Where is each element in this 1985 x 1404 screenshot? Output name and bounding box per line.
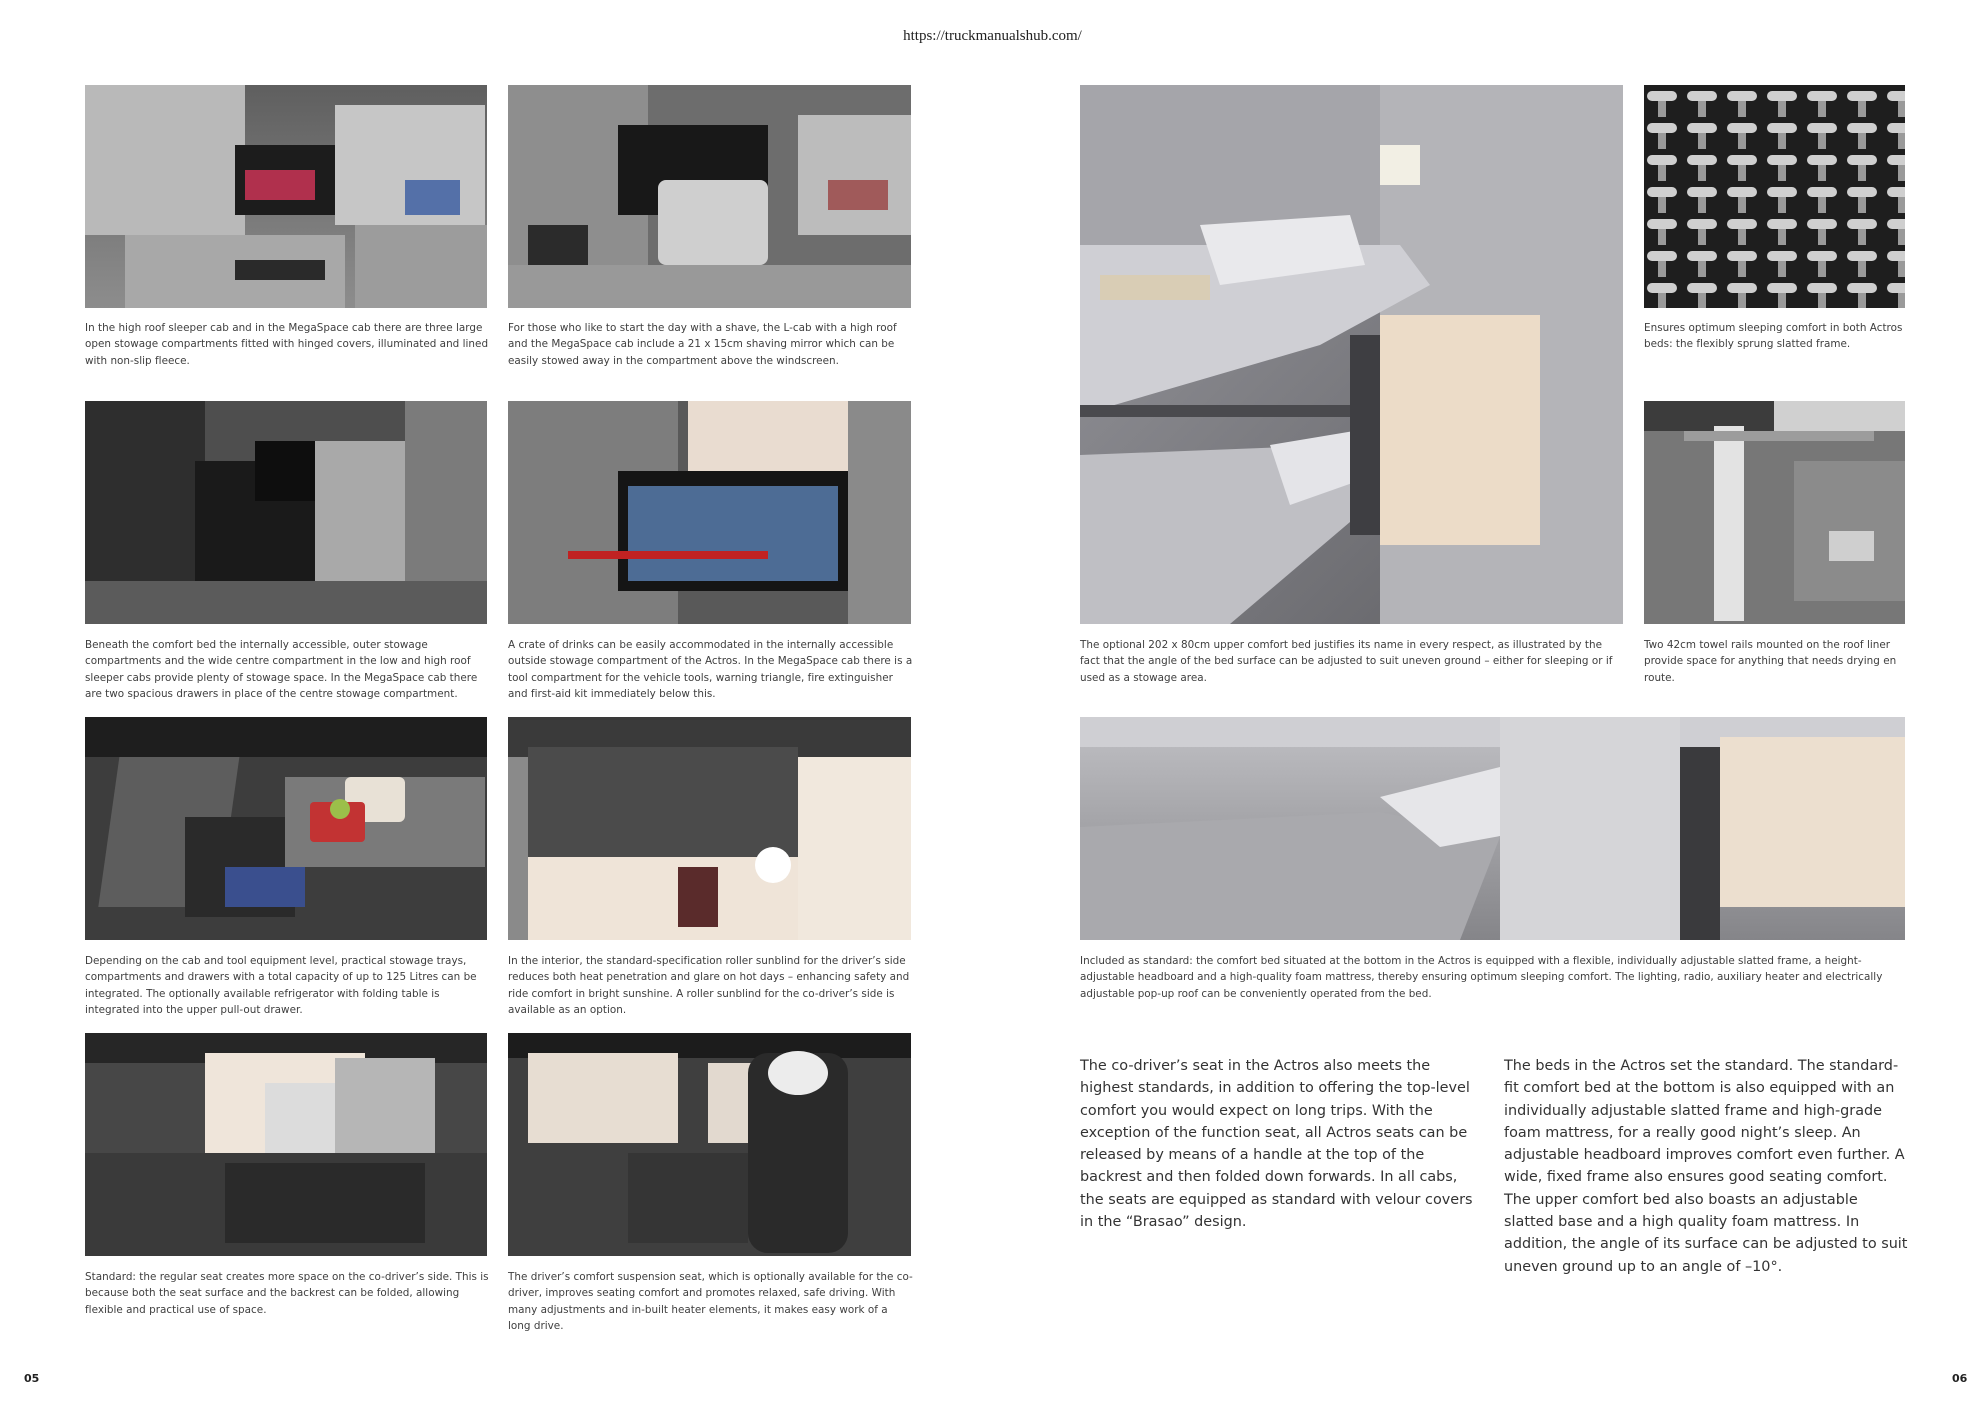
shaving-mirror-photo	[508, 85, 911, 308]
refrigerator-table-photo	[85, 717, 487, 940]
page-number-left: 05	[24, 1372, 40, 1385]
folding-seat-photo	[85, 1033, 487, 1256]
caption-drinks-crate: A crate of drinks can be easily accommodated in the internally accessible outside stowage compartment of the Actros. In the MegaSpace cab there is a tool compartment for the vehicle tools, warning triangle, fire extinguisher and first-aid kit immediately below this.	[508, 639, 913, 700]
roller-sunblind-photo	[508, 717, 911, 940]
lower-bed-photo	[1080, 717, 1905, 940]
body-text-seats: The co-driver’s seat in the Actros also meets the highest standards, in addition to offering the top-level comfort you would expect on long trips. With the exception of the function seat, all Actros seats can be released by means of a handle at the top of the backrest and then folded down forwards. In all cabs, the seats are equipped as standard with velour covers in the “Brasao” design.	[1080, 1058, 1473, 1231]
caption-lower-bed: Included as standard: the comfort bed situated at the bottom in the Actros is equipped with a flexible, individually adjustable slatted frame, a height-adjustable headboard and a high-quality foam mattress, thereby ensuring optimum sleeping comfort. The lighting, radio, auxiliary heater and electrically adjustable pop-up roof can be conveniently operated from the bed.	[1080, 955, 1883, 1000]
caption-outer-stowage: Beneath the comfort bed the internally accessible, outer stowage compartments and the wide centre compartment in the low and high roof sleeper cabs provide plenty of stowage space. In the MegaSpace cab there are two spacious drawers in place of the centre stowage compartment.	[85, 639, 478, 700]
caption-towel-rails: Two 42cm towel rails mounted on the roof liner provide space for anything that needs drying en route.	[1644, 639, 1897, 684]
caption-refrigerator-table: Depending on the cab and tool equipment level, practical stowage trays, compartments and drawers with a total capacity of up to 125 Litres can be integrated. The optionally available refrigerator with folding table is integrated into the upper pull-out drawer.	[85, 955, 477, 1016]
caption-suspension-seat: The driver’s comfort suspension seat, which is optionally available for the co-driver, improves seating comfort and promotes relaxed, safe driving. With many adjustments and in-built heater elements, it makes easy work of a long drive.	[508, 1271, 913, 1332]
caption-folding-seat: Standard: the regular seat creates more space on the co-driver’s side. This is because both the seat surface and the backrest can be folded, allowing flexible and practical use of space.	[85, 1271, 489, 1316]
outer-stowage-photo	[85, 401, 487, 624]
stowage-compartments-photo	[85, 85, 487, 308]
drinks-crate-photo	[508, 401, 911, 624]
towel-rails-photo	[1644, 401, 1905, 624]
upper-bed-photo	[1080, 85, 1623, 624]
caption-stowage-compartments: In the high roof sleeper cab and in the MegaSpace cab there are three large open stowage compartments fitted with hinged covers, illuminated and lined with non-slip fleece.	[85, 322, 489, 367]
caption-shaving-mirror: For those who like to start the day with a shave, the L-cab with a high roof and the MegaSpace cab include a 21 x 15cm shaving mirror which can be easily stowed away in the compartment above the windscreen.	[508, 322, 897, 367]
page-number-right: 06	[1952, 1372, 1968, 1385]
suspension-seat-photo	[508, 1033, 911, 1256]
caption-upper-bed: The optional 202 x 80cm upper comfort bed justifies its name in every respect, as illustrated by the fact that the angle of the bed surface can be adjusted to suit uneven ground – either for sleeping or if used as a stowage area.	[1080, 639, 1613, 684]
caption-slatted-frame: Ensures optimum sleeping comfort in both Actros beds: the flexibly sprung slatted frame.	[1644, 322, 1903, 351]
caption-roller-sunblind: In the interior, the standard-specification roller sunblind for the driver’s side reduces both heat penetration and glare on hot days – enhancing safety and ride comfort in bright sunshine. A roller sunblind for the co-driver’s side is available as an option.	[508, 955, 910, 1016]
slatted-frame-photo	[1644, 85, 1905, 308]
body-text-beds: The beds in the Actros set the standard. The standard-fit comfort bed at the bottom is also equipped with an individually adjustable slatted frame and high-grade foam mattress, for a really good night’s sleep. An adjustable headboard improves comfort even further. A wide, fixed frame also ensures good seating comfort. The upper comfort bed also boasts an adjustable slatted base and a high quality foam mattress. In addition, the angle of its surface can be adjusted to suit uneven ground up to an angle of –10°.	[1504, 1058, 1908, 1275]
source-url: https://truckmanualshub.com/	[903, 28, 1082, 44]
